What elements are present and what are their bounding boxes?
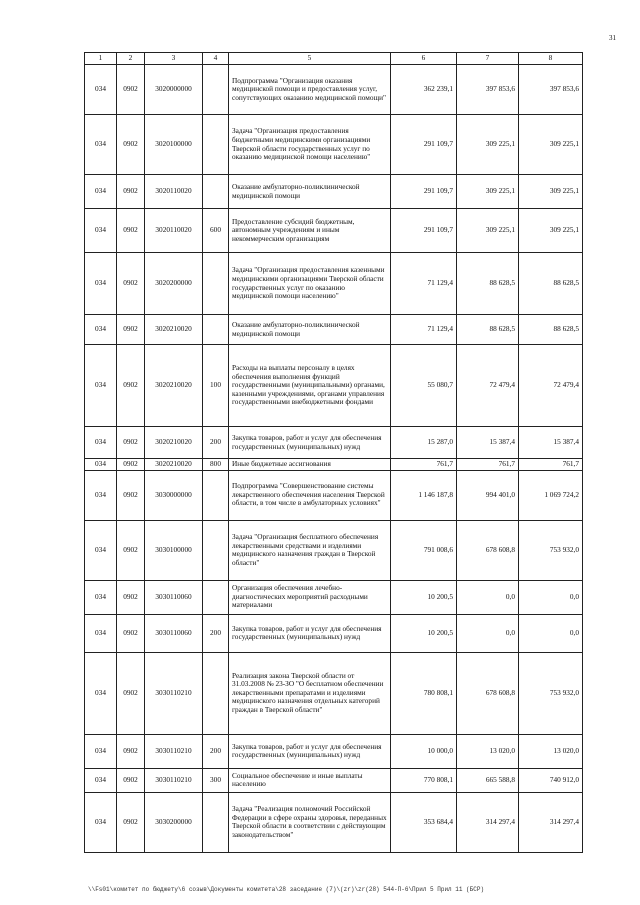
cell-target-article: 3030000000 (145, 470, 203, 520)
cell-target-article: 3020000000 (145, 65, 203, 115)
cell-target-article: 3030110060 (145, 580, 203, 614)
cell-ministry: 034 (85, 734, 117, 768)
cell-amount-3: 309 225,1 (519, 175, 583, 209)
cell-amount-2: 88 628,5 (457, 253, 519, 315)
cell-expense-type: 200 (203, 427, 229, 459)
cell-description: Закупка товаров, работ и услуг для обеспечения государственных (муниципальных) нужд (229, 427, 391, 459)
cell-target-article: 3030110210 (145, 768, 203, 792)
table-row (85, 580, 583, 614)
cell-amount-3: 0,0 (519, 580, 583, 614)
cell-amount-3: 0,0 (519, 614, 583, 652)
cell-description: Иные бюджетные ассигнования (229, 459, 391, 471)
column-header: 6 (391, 53, 457, 65)
cell-expense-type (203, 65, 229, 115)
cell-ministry: 034 (85, 459, 117, 471)
cell-description: Закупка товаров, работ и услуг для обеспечения государственных (муниципальных) нужд (229, 734, 391, 768)
cell-section: 0902 (117, 175, 145, 209)
cell-ministry: 034 (85, 614, 117, 652)
cell-section: 0902 (117, 792, 145, 852)
cell-ministry: 034 (85, 652, 117, 734)
cell-description: Задача "Организация предоставления бюджетными медицинскими организациями Тверской области государственных услуг по оказанию медицинской помощи населению" (229, 115, 391, 175)
cell-amount-2: 678 608,8 (457, 520, 519, 580)
cell-amount-3: 88 628,5 (519, 315, 583, 345)
cell-target-article: 3020210020 (145, 315, 203, 345)
table-row (85, 470, 583, 520)
cell-amount-2: 0,0 (457, 580, 519, 614)
budget-table (84, 52, 583, 853)
cell-description: Подпрограмма "Совершенствование системы лекарственного обеспечения населения Тверской области, в том числе в амбулаторных условиях" (229, 470, 391, 520)
cell-amount-2: 0,0 (457, 614, 519, 652)
cell-description: Закупка товаров, работ и услуг для обеспечения государственных (муниципальных) нужд (229, 614, 391, 652)
cell-section: 0902 (117, 520, 145, 580)
cell-expense-type (203, 470, 229, 520)
cell-amount-3: 15 387,4 (519, 427, 583, 459)
cell-amount-1: 761,7 (391, 459, 457, 471)
cell-amount-2: 309 225,1 (457, 209, 519, 253)
cell-ministry: 034 (85, 520, 117, 580)
column-header: 3 (145, 53, 203, 65)
cell-target-article: 3020110020 (145, 175, 203, 209)
cell-description: Социальное обеспечение и иные выплаты населению (229, 768, 391, 792)
cell-section: 0902 (117, 427, 145, 459)
cell-description: Предоставление субсидий бюджетным, автономным учреждениям и иным некоммерческим организациям (229, 209, 391, 253)
cell-expense-type: 800 (203, 459, 229, 471)
cell-description: Подпрограмма "Организация оказания медицинской помощи и предоставления услуг, сопутствующих оказанию медицинской помощи" (229, 65, 391, 115)
table-row (85, 345, 583, 427)
cell-target-article: 3020200000 (145, 253, 203, 315)
table-row (85, 115, 583, 175)
cell-section: 0902 (117, 65, 145, 115)
cell-amount-3: 309 225,1 (519, 115, 583, 175)
cell-target-article: 3020210020 (145, 345, 203, 427)
cell-amount-1: 10 000,0 (391, 734, 457, 768)
cell-amount-2: 88 628,5 (457, 315, 519, 345)
cell-target-article: 3020210020 (145, 459, 203, 471)
cell-section: 0902 (117, 253, 145, 315)
cell-section: 0902 (117, 315, 145, 345)
table-row (85, 652, 583, 734)
cell-section: 0902 (117, 652, 145, 734)
column-header: 1 (85, 53, 117, 65)
table-row (85, 734, 583, 768)
table-row (85, 768, 583, 792)
cell-amount-3: 753 932,0 (519, 652, 583, 734)
cell-amount-1: 291 109,7 (391, 209, 457, 253)
table-row (85, 792, 583, 852)
table-row (85, 315, 583, 345)
cell-amount-2: 309 225,1 (457, 115, 519, 175)
cell-target-article: 3030110210 (145, 652, 203, 734)
cell-ministry: 034 (85, 253, 117, 315)
cell-ministry: 034 (85, 768, 117, 792)
cell-expense-type: 600 (203, 209, 229, 253)
cell-description: Организация обеспечения лечебно-диагностических мероприятий расходными материалами (229, 580, 391, 614)
cell-expense-type: 100 (203, 345, 229, 427)
table-row (85, 175, 583, 209)
table-row (85, 614, 583, 652)
cell-expense-type: 200 (203, 614, 229, 652)
column-header: 4 (203, 53, 229, 65)
cell-amount-2: 994 401,0 (457, 470, 519, 520)
cell-amount-2: 72 479,4 (457, 345, 519, 427)
file-path-footer: \\Fs01\комитет по бюджету\6 созыв\Документы комитета\28 заседание (7)\(zr)\zr(28) 544-П-6\Прил 5 Прил 11 (БСР) (88, 886, 485, 893)
cell-section: 0902 (117, 734, 145, 768)
cell-amount-2: 397 853,6 (457, 65, 519, 115)
cell-description: Задача "Организация бесплатного обеспечения лекарственными средствами и изделиями медицинского назначения граждан в Тверской области" (229, 520, 391, 580)
header-row (85, 53, 583, 65)
column-header: 5 (229, 53, 391, 65)
cell-amount-2: 761,7 (457, 459, 519, 471)
cell-amount-1: 780 808,1 (391, 652, 457, 734)
cell-target-article: 3020110020 (145, 209, 203, 253)
cell-ministry: 034 (85, 427, 117, 459)
cell-amount-2: 309 225,1 (457, 175, 519, 209)
column-header: 7 (457, 53, 519, 65)
cell-target-article: 3020210020 (145, 427, 203, 459)
cell-description: Задача "Реализация полномочий Российской Федерации в сфере охраны здоровья, переданных Тверской области в соответствии с действующим законодательством" (229, 792, 391, 852)
cell-section: 0902 (117, 614, 145, 652)
cell-description: Реализация закона Тверской области от 31.03.2008 № 23-ЗО "О бесплатном обеспечении лекарственными препаратами и изделиями медицинского назначения отдельных категорий граждан в Тверской области" (229, 652, 391, 734)
cell-amount-1: 353 684,4 (391, 792, 457, 852)
cell-amount-3: 761,7 (519, 459, 583, 471)
cell-amount-2: 314 297,4 (457, 792, 519, 852)
cell-amount-2: 15 387,4 (457, 427, 519, 459)
cell-section: 0902 (117, 209, 145, 253)
table-row (85, 209, 583, 253)
cell-expense-type (203, 520, 229, 580)
cell-ministry: 034 (85, 580, 117, 614)
cell-amount-3: 309 225,1 (519, 209, 583, 253)
cell-amount-2: 678 608,8 (457, 652, 519, 734)
cell-amount-3: 1 069 724,2 (519, 470, 583, 520)
cell-amount-1: 362 239,1 (391, 65, 457, 115)
cell-amount-2: 13 020,0 (457, 734, 519, 768)
cell-amount-1: 55 080,7 (391, 345, 457, 427)
cell-amount-1: 770 808,1 (391, 768, 457, 792)
cell-amount-3: 88 628,5 (519, 253, 583, 315)
cell-description: Расходы на выплаты персоналу в целях обеспечения выполнения функций государственными (муниципальными) органами, казенными учреждениями, органами управления государственными внебюджетными фондами (229, 345, 391, 427)
cell-target-article: 3030200000 (145, 792, 203, 852)
cell-amount-3: 740 912,0 (519, 768, 583, 792)
cell-target-article: 3020100000 (145, 115, 203, 175)
cell-expense-type (203, 792, 229, 852)
cell-amount-1: 291 109,7 (391, 115, 457, 175)
cell-section: 0902 (117, 345, 145, 427)
table-row (85, 65, 583, 115)
cell-ministry: 034 (85, 792, 117, 852)
cell-amount-3: 314 297,4 (519, 792, 583, 852)
cell-amount-1: 10 200,5 (391, 580, 457, 614)
cell-section: 0902 (117, 768, 145, 792)
cell-ministry: 034 (85, 315, 117, 345)
cell-ministry: 034 (85, 209, 117, 253)
cell-amount-3: 397 853,6 (519, 65, 583, 115)
cell-description: Оказание амбулаторно-поликлинической медицинской помощи (229, 175, 391, 209)
cell-section: 0902 (117, 459, 145, 471)
cell-target-article: 3030100000 (145, 520, 203, 580)
cell-amount-1: 1 146 187,8 (391, 470, 457, 520)
cell-section: 0902 (117, 580, 145, 614)
cell-expense-type (203, 253, 229, 315)
cell-amount-1: 15 287,0 (391, 427, 457, 459)
column-header: 2 (117, 53, 145, 65)
cell-section: 0902 (117, 470, 145, 520)
cell-amount-1: 71 129,4 (391, 315, 457, 345)
cell-ministry: 034 (85, 65, 117, 115)
cell-amount-3: 13 020,0 (519, 734, 583, 768)
cell-target-article: 3030110210 (145, 734, 203, 768)
cell-section: 0902 (117, 115, 145, 175)
cell-amount-3: 753 932,0 (519, 520, 583, 580)
table-row (85, 253, 583, 315)
cell-expense-type (203, 175, 229, 209)
table-row (85, 427, 583, 459)
cell-amount-1: 71 129,4 (391, 253, 457, 315)
cell-expense-type (203, 315, 229, 345)
cell-description: Задача "Организация предоставления казенными медицинскими организациями Тверской области государственных услуг по оказанию медицинской помощи населению" (229, 253, 391, 315)
cell-expense-type (203, 115, 229, 175)
cell-expense-type (203, 652, 229, 734)
cell-amount-1: 791 008,6 (391, 520, 457, 580)
cell-ministry: 034 (85, 345, 117, 427)
cell-ministry: 034 (85, 175, 117, 209)
cell-amount-1: 291 109,7 (391, 175, 457, 209)
cell-amount-1: 10 200,5 (391, 614, 457, 652)
table-row (85, 520, 583, 580)
cell-ministry: 034 (85, 470, 117, 520)
cell-description: Оказание амбулаторно-поликлинической медицинской помощи (229, 315, 391, 345)
page-number: 31 (609, 34, 616, 42)
table-row (85, 459, 583, 471)
cell-amount-2: 665 588,8 (457, 768, 519, 792)
cell-expense-type: 200 (203, 734, 229, 768)
cell-expense-type: 300 (203, 768, 229, 792)
cell-ministry: 034 (85, 115, 117, 175)
cell-amount-3: 72 479,4 (519, 345, 583, 427)
cell-target-article: 3030110060 (145, 614, 203, 652)
cell-expense-type (203, 580, 229, 614)
column-header: 8 (519, 53, 583, 65)
